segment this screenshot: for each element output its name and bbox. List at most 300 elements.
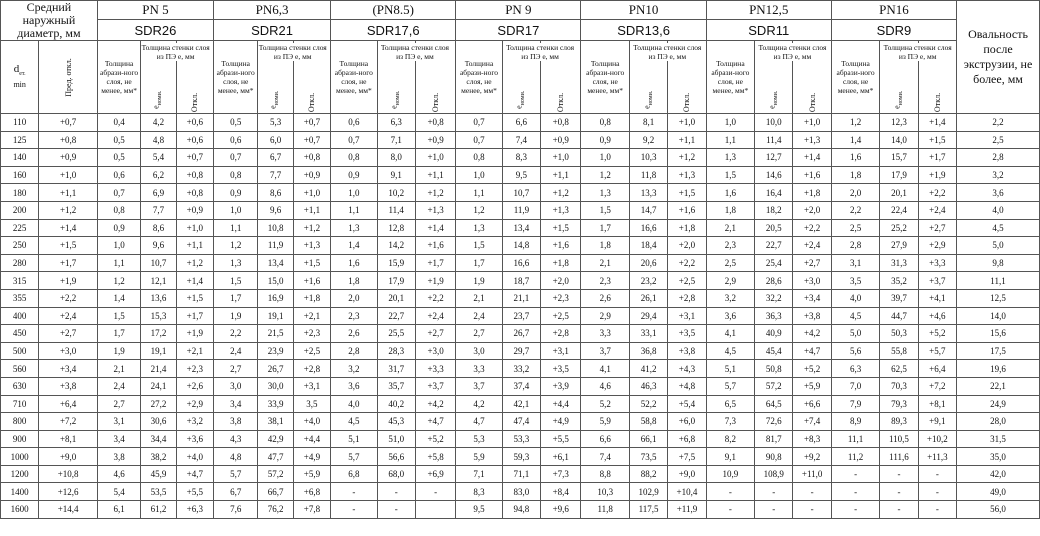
table-cell: 5,3 bbox=[456, 430, 502, 448]
table-cell: 0,5 bbox=[213, 114, 257, 132]
table-cell: 19,1 bbox=[258, 307, 293, 325]
ovality-cell: 11,1 bbox=[957, 272, 1040, 290]
table-cell: 27,9 bbox=[880, 237, 918, 255]
table-cell: +3,8 bbox=[39, 377, 98, 395]
table-cell: +2,0 bbox=[668, 237, 706, 255]
table-cell: +1,8 bbox=[293, 289, 330, 307]
table-cell: 5,9 bbox=[456, 448, 502, 466]
table-cell: 0,6 bbox=[331, 114, 377, 132]
table-cell: 8,9 bbox=[831, 413, 879, 431]
table-cell: 16,4 bbox=[755, 184, 793, 202]
table-cell: 11,9 bbox=[502, 201, 540, 219]
table-cell: 71,1 bbox=[502, 465, 540, 483]
table-cell: +1,1 bbox=[293, 201, 330, 219]
table-cell: 1,3 bbox=[706, 149, 754, 167]
table-cell: 6,6 bbox=[581, 430, 629, 448]
table-cell: 2,9 bbox=[706, 272, 754, 290]
table-cell: +7,2 bbox=[918, 377, 956, 395]
table-cell: +0,7 bbox=[176, 149, 213, 167]
table-cell: 7,0 bbox=[831, 377, 879, 395]
table-cell: 36,8 bbox=[629, 342, 667, 360]
table-body bbox=[1, 114, 1040, 519]
pn-header: PN10 bbox=[581, 1, 706, 20]
table-cell: 5,1 bbox=[706, 360, 754, 378]
table-cell: 9,2 bbox=[629, 131, 667, 149]
table-cell: +7,3 bbox=[541, 465, 581, 483]
table-cell: 3,5 bbox=[293, 395, 330, 413]
table-cell: 38,2 bbox=[141, 448, 176, 466]
table-cell: 9,6 bbox=[141, 237, 176, 255]
table-cell: +4,0 bbox=[176, 448, 213, 466]
table-cell: +4,7 bbox=[176, 465, 213, 483]
table-cell: 32,2 bbox=[755, 289, 793, 307]
table-cell: +12,6 bbox=[39, 483, 98, 501]
table-cell: +2,7 bbox=[793, 254, 831, 272]
table-cell: 42,1 bbox=[502, 395, 540, 413]
table-cell: 50,3 bbox=[880, 325, 918, 343]
table-row bbox=[1, 448, 1040, 466]
table-row bbox=[1, 237, 1040, 255]
table-cell: +1,6 bbox=[793, 166, 831, 184]
table-cell: 6,6 bbox=[502, 114, 540, 132]
table-cell: +11,9 bbox=[668, 501, 706, 519]
table-cell: +2,5 bbox=[668, 272, 706, 290]
table-cell: 21,4 bbox=[141, 360, 176, 378]
table-cell: +1,5 bbox=[668, 184, 706, 202]
table-cell: 1,1 bbox=[97, 254, 140, 272]
table-cell: 16,6 bbox=[502, 254, 540, 272]
wall-thickness-header: Толщина стенки слоя из ПЭ е, мм bbox=[755, 43, 830, 61]
table-cell: 45,9 bbox=[141, 465, 176, 483]
table-cell: 0,9 bbox=[581, 131, 629, 149]
table-cell: 15,7 bbox=[880, 149, 918, 167]
table-cell: +2,2 bbox=[39, 289, 98, 307]
table-cell: 9,6 bbox=[258, 201, 293, 219]
table-cell: 5,9 bbox=[581, 413, 629, 431]
table-cell: 14,7 bbox=[629, 201, 667, 219]
diameter-cell: 630 bbox=[1, 377, 39, 395]
wall-nominal-header: Толщина стенки слоя из ПЭ е, мм $e_{номи.}$ bbox=[141, 41, 176, 114]
table-cell: 2,3 bbox=[581, 272, 629, 290]
abrasion-layer-header: Толщина абрази-ного слоя, не менее, мм* bbox=[706, 41, 754, 114]
table-cell: 12,1 bbox=[141, 272, 176, 290]
table-cell: +0,9 bbox=[293, 166, 330, 184]
table-cell: +2,2 bbox=[415, 289, 455, 307]
table-cell: +4,6 bbox=[918, 307, 956, 325]
table-cell: 1,2 bbox=[581, 166, 629, 184]
table-cell: 1,5 bbox=[213, 272, 257, 290]
table-cell: 1,0 bbox=[213, 201, 257, 219]
table-cell: 4,5 bbox=[331, 413, 377, 431]
table-cell: 26,1 bbox=[629, 289, 667, 307]
ovality-cell: 5,0 bbox=[957, 237, 1040, 255]
table-cell: 1,5 bbox=[97, 307, 140, 325]
table-cell: 41,2 bbox=[629, 360, 667, 378]
table-cell: 1,6 bbox=[831, 149, 879, 167]
table-cell: 9,5 bbox=[456, 501, 502, 519]
table-cell: +1,8 bbox=[541, 254, 581, 272]
table-cell: +2,9 bbox=[176, 395, 213, 413]
table-cell: 61,2 bbox=[141, 501, 176, 519]
table-cell: 0,7 bbox=[97, 184, 140, 202]
table-cell: 0,6 bbox=[97, 166, 140, 184]
table-cell: +0,9 bbox=[541, 131, 581, 149]
table-cell: +3,5 bbox=[541, 360, 581, 378]
table-cell: 2,2 bbox=[831, 201, 879, 219]
table-cell: 76,2 bbox=[258, 501, 293, 519]
ovality-cell: 2,2 bbox=[957, 114, 1040, 132]
table-row bbox=[1, 413, 1040, 431]
table-cell: +7,5 bbox=[668, 448, 706, 466]
table-cell: 36,3 bbox=[755, 307, 793, 325]
table-row bbox=[1, 184, 1040, 202]
table-cell: 1,3 bbox=[331, 219, 377, 237]
diameter-cell: 200 bbox=[1, 201, 39, 219]
diameter-cell: 140 bbox=[1, 149, 39, 167]
table-cell: 1,5 bbox=[706, 166, 754, 184]
table-cell: +3,3 bbox=[415, 360, 455, 378]
table-cell: 3,8 bbox=[97, 448, 140, 466]
table-cell: 4,3 bbox=[213, 430, 257, 448]
table-cell: 16,6 bbox=[629, 219, 667, 237]
table-cell: 1,3 bbox=[456, 219, 502, 237]
table-cell: +8,1 bbox=[39, 430, 98, 448]
table-cell: 13,4 bbox=[502, 219, 540, 237]
table-cell: 3,0 bbox=[456, 342, 502, 360]
table-cell: +3,4 bbox=[793, 289, 831, 307]
table-cell: +14,4 bbox=[39, 501, 98, 519]
table-cell: 34,4 bbox=[141, 430, 176, 448]
diameter-cell: 900 bbox=[1, 430, 39, 448]
table-row bbox=[1, 149, 1040, 167]
table-cell: 1,7 bbox=[581, 219, 629, 237]
table-cell: 15,0 bbox=[258, 272, 293, 290]
table-cell: 50,8 bbox=[755, 360, 793, 378]
table-cell: 40,2 bbox=[377, 395, 415, 413]
table-cell: 3,7 bbox=[456, 377, 502, 395]
pn-header: PN 9 bbox=[456, 1, 581, 20]
table-cell: 12,7 bbox=[755, 149, 793, 167]
table-cell: +1,1 bbox=[668, 131, 706, 149]
table-cell: 58,8 bbox=[629, 413, 667, 431]
table-cell: 81,7 bbox=[755, 430, 793, 448]
table-cell: 1,5 bbox=[456, 237, 502, 255]
table-cell: +6,3 bbox=[176, 501, 213, 519]
table-cell: +6,8 bbox=[293, 483, 330, 501]
table-cell: 7,7 bbox=[258, 166, 293, 184]
table-cell: 4,0 bbox=[331, 395, 377, 413]
deviation-header: Откл. bbox=[541, 41, 581, 114]
table-cell: 5,7 bbox=[213, 465, 257, 483]
table-cell: 55,8 bbox=[880, 342, 918, 360]
table-cell: 1,0 bbox=[581, 149, 629, 167]
table-cell: 1,8 bbox=[706, 201, 754, 219]
sdr-header: SDR11 bbox=[706, 20, 831, 41]
table-cell: 23,7 bbox=[502, 307, 540, 325]
table-cell: 72,6 bbox=[755, 413, 793, 431]
ovality-cell: 28,0 bbox=[957, 413, 1040, 431]
table-cell: 1,4 bbox=[97, 289, 140, 307]
table-cell: 1,6 bbox=[331, 254, 377, 272]
deviation-header: Откл. bbox=[176, 41, 213, 114]
table-cell: +1,2 bbox=[415, 184, 455, 202]
diameter-cell: 800 bbox=[1, 413, 39, 431]
table-cell: +1,7 bbox=[39, 254, 98, 272]
table-cell: +2,4 bbox=[918, 201, 956, 219]
table-cell: 4,2 bbox=[141, 114, 176, 132]
tolerance-header: Пред. откл. bbox=[39, 41, 98, 114]
table-cell: +2,8 bbox=[293, 360, 330, 378]
ovality-cell: 4,5 bbox=[957, 219, 1040, 237]
table-cell: 3,4 bbox=[213, 395, 257, 413]
table-cell: +1,3 bbox=[668, 166, 706, 184]
sdr-header: SDR26 bbox=[97, 20, 213, 41]
table-cell: 4,8 bbox=[213, 448, 257, 466]
table-cell: +1,7 bbox=[415, 254, 455, 272]
table-cell: +1,5 bbox=[541, 219, 581, 237]
table-cell: 7,1 bbox=[456, 465, 502, 483]
table-cell: +6,9 bbox=[415, 465, 455, 483]
table-cell: +6,1 bbox=[541, 448, 581, 466]
table-cell: +4,7 bbox=[415, 413, 455, 431]
table-cell: 25,4 bbox=[755, 254, 793, 272]
table-cell: 11,1 bbox=[831, 430, 879, 448]
table-cell: 0,6 bbox=[213, 131, 257, 149]
table-cell: 0,5 bbox=[97, 131, 140, 149]
table-cell: 7,7 bbox=[141, 201, 176, 219]
table-cell: 1,7 bbox=[456, 254, 502, 272]
table-cell: 33,2 bbox=[502, 360, 540, 378]
table-cell: 0,9 bbox=[97, 219, 140, 237]
table-cell: 9,1 bbox=[706, 448, 754, 466]
table-cell: 0,8 bbox=[97, 201, 140, 219]
table-cell: 1,1 bbox=[456, 184, 502, 202]
table-cell: 1,0 bbox=[706, 114, 754, 132]
ovality-cell: 2,5 bbox=[957, 131, 1040, 149]
abrasion-layer-header: Толщина абрази-ного слоя, не менее, мм* bbox=[456, 41, 502, 114]
table-cell: 8,3 bbox=[502, 149, 540, 167]
table-cell: 14,2 bbox=[377, 237, 415, 255]
table-cell: 35,2 bbox=[880, 272, 918, 290]
table-cell: 3,2 bbox=[706, 289, 754, 307]
table-row bbox=[1, 395, 1040, 413]
table-cell: 1,9 bbox=[97, 342, 140, 360]
table-cell: +0,8 bbox=[39, 131, 98, 149]
pn-header: (PN8.5) bbox=[331, 1, 456, 20]
diameter-cell: 710 bbox=[1, 395, 39, 413]
diameter-cell: 560 bbox=[1, 360, 39, 378]
table-cell: 10,0 bbox=[755, 114, 793, 132]
table-cell: +3,5 bbox=[668, 325, 706, 343]
table-cell: +9,0 bbox=[39, 448, 98, 466]
table-cell: +0,9 bbox=[415, 131, 455, 149]
table-cell: 7,1 bbox=[377, 131, 415, 149]
table-cell: 45,4 bbox=[755, 342, 793, 360]
table-cell: +6,0 bbox=[668, 413, 706, 431]
wall-nominal-header: Толщина стенки слоя из ПЭ е, мм $e_{номи.}$ bbox=[258, 41, 293, 114]
table-cell: +11,3 bbox=[918, 448, 956, 466]
table-cell: +7,8 bbox=[293, 501, 330, 519]
table-cell: 1,2 bbox=[97, 272, 140, 290]
table-cell: +5,4 bbox=[668, 395, 706, 413]
table-cell: - bbox=[918, 501, 956, 519]
table-cell: +5,5 bbox=[541, 430, 581, 448]
table-cell: +4,7 bbox=[793, 342, 831, 360]
table-cell: +1,9 bbox=[39, 272, 98, 290]
table-cell: 29,7 bbox=[502, 342, 540, 360]
table-cell: 111,6 bbox=[880, 448, 918, 466]
table-cell: - bbox=[831, 465, 879, 483]
table-cell: +4,9 bbox=[293, 448, 330, 466]
table-cell: +1,3 bbox=[415, 201, 455, 219]
table-cell: +5,2 bbox=[793, 360, 831, 378]
diameter-cell: 250 bbox=[1, 237, 39, 255]
table-cell: +1,5 bbox=[918, 131, 956, 149]
table-cell: +6,6 bbox=[793, 395, 831, 413]
table-cell: 28,6 bbox=[755, 272, 793, 290]
table-cell: +3,0 bbox=[793, 272, 831, 290]
table-cell: 26,7 bbox=[502, 325, 540, 343]
table-cell: 47,7 bbox=[258, 448, 293, 466]
table-cell: +4,2 bbox=[793, 325, 831, 343]
table-cell: 5,2 bbox=[581, 395, 629, 413]
table-cell: +2,7 bbox=[918, 219, 956, 237]
table-cell: 1,7 bbox=[213, 289, 257, 307]
sdr-header: SDR13,6 bbox=[581, 20, 706, 41]
pn-header: PN6,3 bbox=[213, 1, 330, 20]
table-cell: - bbox=[755, 483, 793, 501]
table-cell: +1,1 bbox=[415, 166, 455, 184]
table-cell: +1,2 bbox=[176, 254, 213, 272]
table-cell: 8,2 bbox=[706, 430, 754, 448]
table-row bbox=[1, 325, 1040, 343]
table-cell: 2,4 bbox=[97, 377, 140, 395]
diameter-cell: 160 bbox=[1, 166, 39, 184]
table-cell: +2,0 bbox=[793, 201, 831, 219]
table-cell: 17,2 bbox=[141, 325, 176, 343]
table-row bbox=[1, 201, 1040, 219]
diameter-cell: 225 bbox=[1, 219, 39, 237]
table-cell: 9,1 bbox=[377, 166, 415, 184]
table-cell: 1,1 bbox=[706, 131, 754, 149]
table-cell: +7,2 bbox=[39, 413, 98, 431]
table-cell: +1,9 bbox=[415, 272, 455, 290]
table-cell: 3,3 bbox=[456, 360, 502, 378]
table-cell: 7,9 bbox=[831, 395, 879, 413]
table-cell: 20,1 bbox=[880, 184, 918, 202]
table-cell: 1,0 bbox=[97, 237, 140, 255]
table-cell: 2,9 bbox=[581, 307, 629, 325]
table-cell: +2,3 bbox=[293, 325, 330, 343]
table-row bbox=[1, 307, 1040, 325]
table-cell: 1,0 bbox=[331, 184, 377, 202]
table-cell: 15,3 bbox=[141, 307, 176, 325]
table-cell: 8,6 bbox=[141, 219, 176, 237]
table-row bbox=[1, 166, 1040, 184]
table-cell: +9,2 bbox=[793, 448, 831, 466]
table-cell: 5,7 bbox=[331, 448, 377, 466]
table-row bbox=[1, 219, 1040, 237]
table-cell: +4,4 bbox=[541, 395, 581, 413]
table-cell: 14,6 bbox=[755, 166, 793, 184]
table-cell: 3,4 bbox=[97, 430, 140, 448]
table-cell: 17,9 bbox=[377, 272, 415, 290]
diameter-cell: 180 bbox=[1, 184, 39, 202]
sdr-header: SDR17,6 bbox=[331, 20, 456, 41]
table-cell: +1,3 bbox=[541, 201, 581, 219]
table-cell: +1,8 bbox=[668, 219, 706, 237]
table-cell: +1,2 bbox=[541, 184, 581, 202]
table-row bbox=[1, 289, 1040, 307]
table-cell: +3,2 bbox=[176, 413, 213, 431]
table-cell: +4,1 bbox=[918, 289, 956, 307]
table-cell: 47,4 bbox=[502, 413, 540, 431]
diameter-cell: 125 bbox=[1, 131, 39, 149]
table-cell: +0,7 bbox=[293, 114, 330, 132]
table-cell: +2,7 bbox=[39, 325, 98, 343]
diameter-cell: 450 bbox=[1, 325, 39, 343]
deviation-header: Откл. bbox=[918, 41, 956, 114]
table-cell: +2,3 bbox=[176, 360, 213, 378]
table-cell: 0,8 bbox=[581, 114, 629, 132]
diameter-cell: 400 bbox=[1, 307, 39, 325]
table-cell: 57,2 bbox=[755, 377, 793, 395]
abrasion-layer-header: Толщина абрази-ного слоя, не менее, мм* bbox=[831, 41, 879, 114]
table-cell: 40,9 bbox=[755, 325, 793, 343]
table-cell: +3,8 bbox=[668, 342, 706, 360]
table-cell: 19,1 bbox=[141, 342, 176, 360]
table-cell: 1,6 bbox=[706, 184, 754, 202]
wall-thickness-header: Толщина стенки слоя из ПЭ е, мм bbox=[880, 43, 955, 61]
table-row bbox=[1, 131, 1040, 149]
table-cell: 2,0 bbox=[831, 184, 879, 202]
table-cell: 13,3 bbox=[629, 184, 667, 202]
table-row bbox=[1, 430, 1040, 448]
table-cell: 14,8 bbox=[502, 237, 540, 255]
table-cell: 2,0 bbox=[331, 289, 377, 307]
table-cell: 6,9 bbox=[141, 184, 176, 202]
table-cell: 73,5 bbox=[629, 448, 667, 466]
table-cell: +7,4 bbox=[793, 413, 831, 431]
table-cell: +2,3 bbox=[541, 289, 581, 307]
table-cell: +9,0 bbox=[668, 465, 706, 483]
table-cell: +1,4 bbox=[39, 219, 98, 237]
table-cell: 18,7 bbox=[502, 272, 540, 290]
table-row bbox=[1, 501, 1040, 519]
table-cell: +0,6 bbox=[176, 114, 213, 132]
table-cell: +0,9 bbox=[176, 201, 213, 219]
table-cell: - bbox=[831, 501, 879, 519]
table-cell: 16,9 bbox=[258, 289, 293, 307]
table-cell: 0,9 bbox=[213, 184, 257, 202]
table-cell: +3,6 bbox=[176, 430, 213, 448]
table-cell: +3,7 bbox=[415, 377, 455, 395]
table-cell: 3,6 bbox=[706, 307, 754, 325]
deviation-header: Откл. bbox=[415, 41, 455, 114]
table-cell: +0,8 bbox=[541, 114, 581, 132]
table-row bbox=[1, 360, 1040, 378]
table-cell: - bbox=[831, 483, 879, 501]
table-cell: +3,1 bbox=[541, 342, 581, 360]
table-cell: +5,7 bbox=[918, 342, 956, 360]
deviation-header: Откл. bbox=[793, 41, 831, 114]
table-cell: 3,1 bbox=[831, 254, 879, 272]
ovality-cell: 56,0 bbox=[957, 501, 1040, 519]
diameter-cell: 315 bbox=[1, 272, 39, 290]
table-cell: 1,3 bbox=[213, 254, 257, 272]
table-cell: 2,1 bbox=[456, 289, 502, 307]
pn-header: PN12,5 bbox=[706, 1, 831, 20]
